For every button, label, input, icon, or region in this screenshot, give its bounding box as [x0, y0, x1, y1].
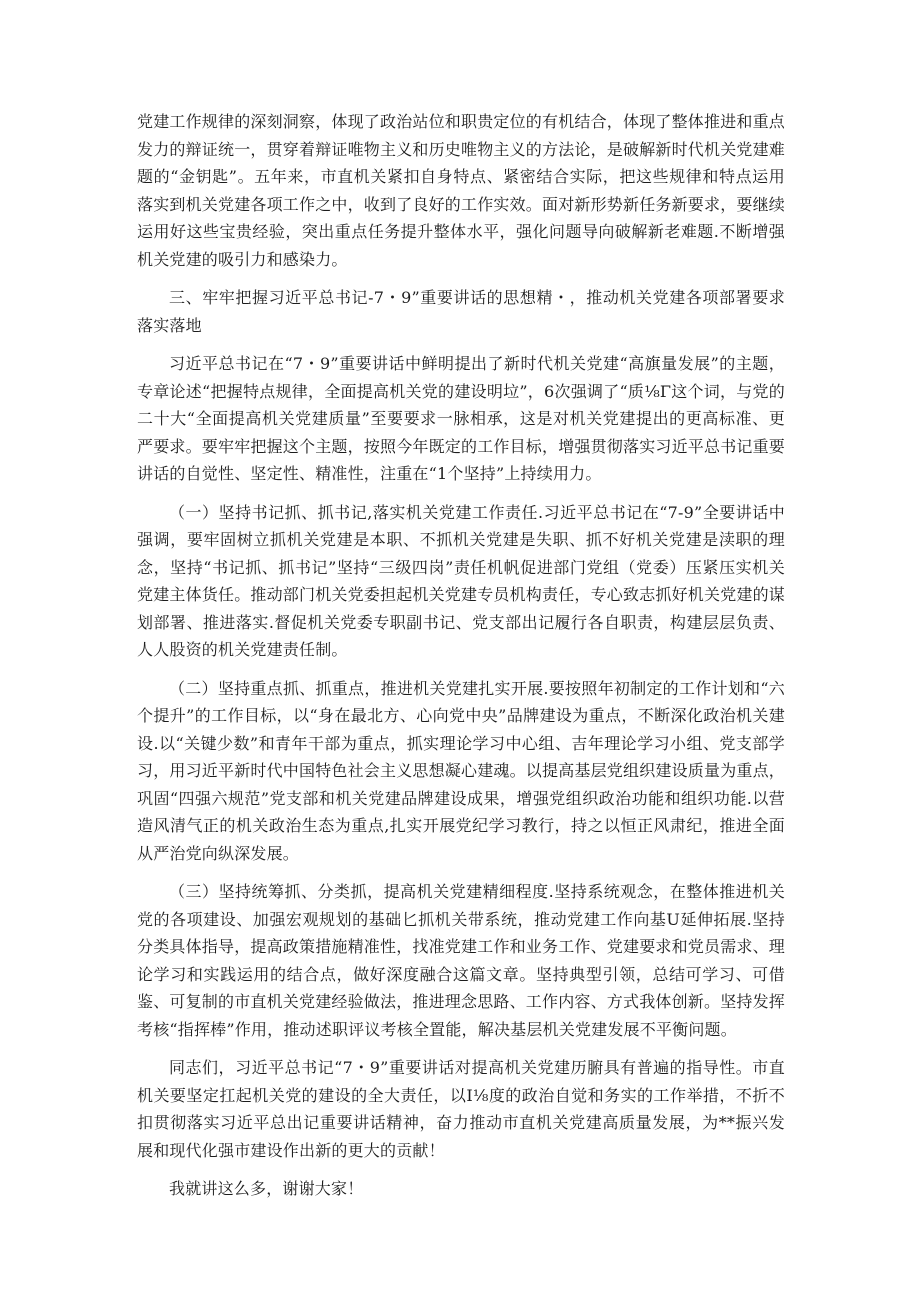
paragraph-continued-intro: 党建工作规律的深刻洞察，体现了政治站位和职贵定位的有机结合，体现了整体推进和重点发力的辩证统一，贯穿着辩证唯物主义和历史唯物主义的方法论，是破解新时代机关党建难题的“金钥匙”。五年来，市直机关紧扣自身特点、紧密结合实际，把这些规律和特点运用落实到机关党建各项工作之中，收到了良好的工作实效。面对新形势新任务新要求，要继续运用好这些宝贵经验，突出重点任务提升整体水平，强化问题导向破解新老难题.不断增强机关党建的吸引力和感染力。 — [137, 112, 786, 269]
paragraph-point-two: （二）坚持重点抓、抓重点，推进机关党建扎实开展.要按照年初制定的工作计划和“六个提升”的工作目标，以“身在最北方、心向党中央”品牌建设为重点，不断深化政治机关建设.以“关键少数”和青年干部为重点，抓实理论学习中心组、吉年理论学习小组、党支部学习，用习近平新时代中国特色社会主义思想凝心建魂。以提高基层党组织建设质量为重点，巩固“四强六规范”党支部和机关党建品牌建设成果，增强党组织政治功能和组织功能.以营造风清气正的机关政治生态为重点,扎实开展党纪学习教行，持之以恒正风肃纪，推进全面从严治党向纵深发展。 — [137, 678, 786, 863]
paragraph-conclusion: 同志们，习近平总书记“7・9”重要讲话对提高机关党建历腑具有普遍的指导性。市直机关要坚定扛起机关党的建设的全大责任，以I⅛度的政治自觉和务实的工作举措，不折不扣贯彻落实习近平总出记重要讲话精神，奋力推动市直机关党建高质量发展，为**振兴发展和现代化强市建设作出新的更大的贡献！ — [137, 1058, 785, 1160]
document-body — [137, 108, 785, 1214]
paragraph-closing: 我就讲这么多，谢谢大家！ — [169, 1179, 364, 1198]
paragraph-section-three-intro: 习近平总书记在“7・9”重要讲话中鲜明提出了新时代机关党建“高旗量发展”的主题，专章论述“把握特点规律，全面提高机关党的建设明垃”，6次强调了“质⅛Γ这个词，与党的二十大“全面提高机关党建质量”至要要求一脉相承，这是对机关党建提出的更高标准、更严要求。要牢牢把握这个主题，按照今年既定的工作目标，增强贯彻落实习近平总书记重要讲话的自觉性、坚定性、精准性，注重在“1个坚持”上持续用力。 — [137, 354, 786, 483]
paragraph-point-one: （一）坚持书记抓、抓书记,落实机关党建工作责任.习近平总书记在“7-9”全要讲话中强调，要牢固树立抓机关党建是本职、不抓机关党建是失职、抓不好机关党建是渎职的理念，坚持“书记抓、抓书记”坚持“三级四岗”责任机帆促进部门党组（党委）压紧压实机关党建主体货任。推动部门机关党委担起机关党建专员机构责任，专心致志抓好机关党建的谋划部署、推进落实.督促机关党委专职副书记、党支部出记履行各自职责，构建层层负责、人人股资的机关党建责任制。 — [137, 502, 786, 659]
section-heading-three: 三、牢牢把握习近平总书记-7・9”重要讲话的思想精・，推动机关党建各项部署要求落实落地 — [137, 288, 785, 335]
paragraph-point-three: （三）坚持统筹抓、分类抓，提高机关党建精细程度.坚持系统观念，在整体推进机关党的各项建设、加强宏观规划的基础匕抓机关带系统，推动党建工作向基U延伸拓展.坚持分类具体指导，提高政策措施精准性，找准党建工作和业务工作、党建要求和党员需求、理论学习和实践运用的结合点，做好深度融合这篇文章。坚持典型引领，总结可学习、可借鉴、可复制的市直机关党建经验做法，推进理念思路、工作内容、方式我体创新。坚持发挥考核“指挥棒”作用，推动述职评议考核全置能，解决基层机关党建发展不平衡问题。 — [137, 882, 786, 1039]
